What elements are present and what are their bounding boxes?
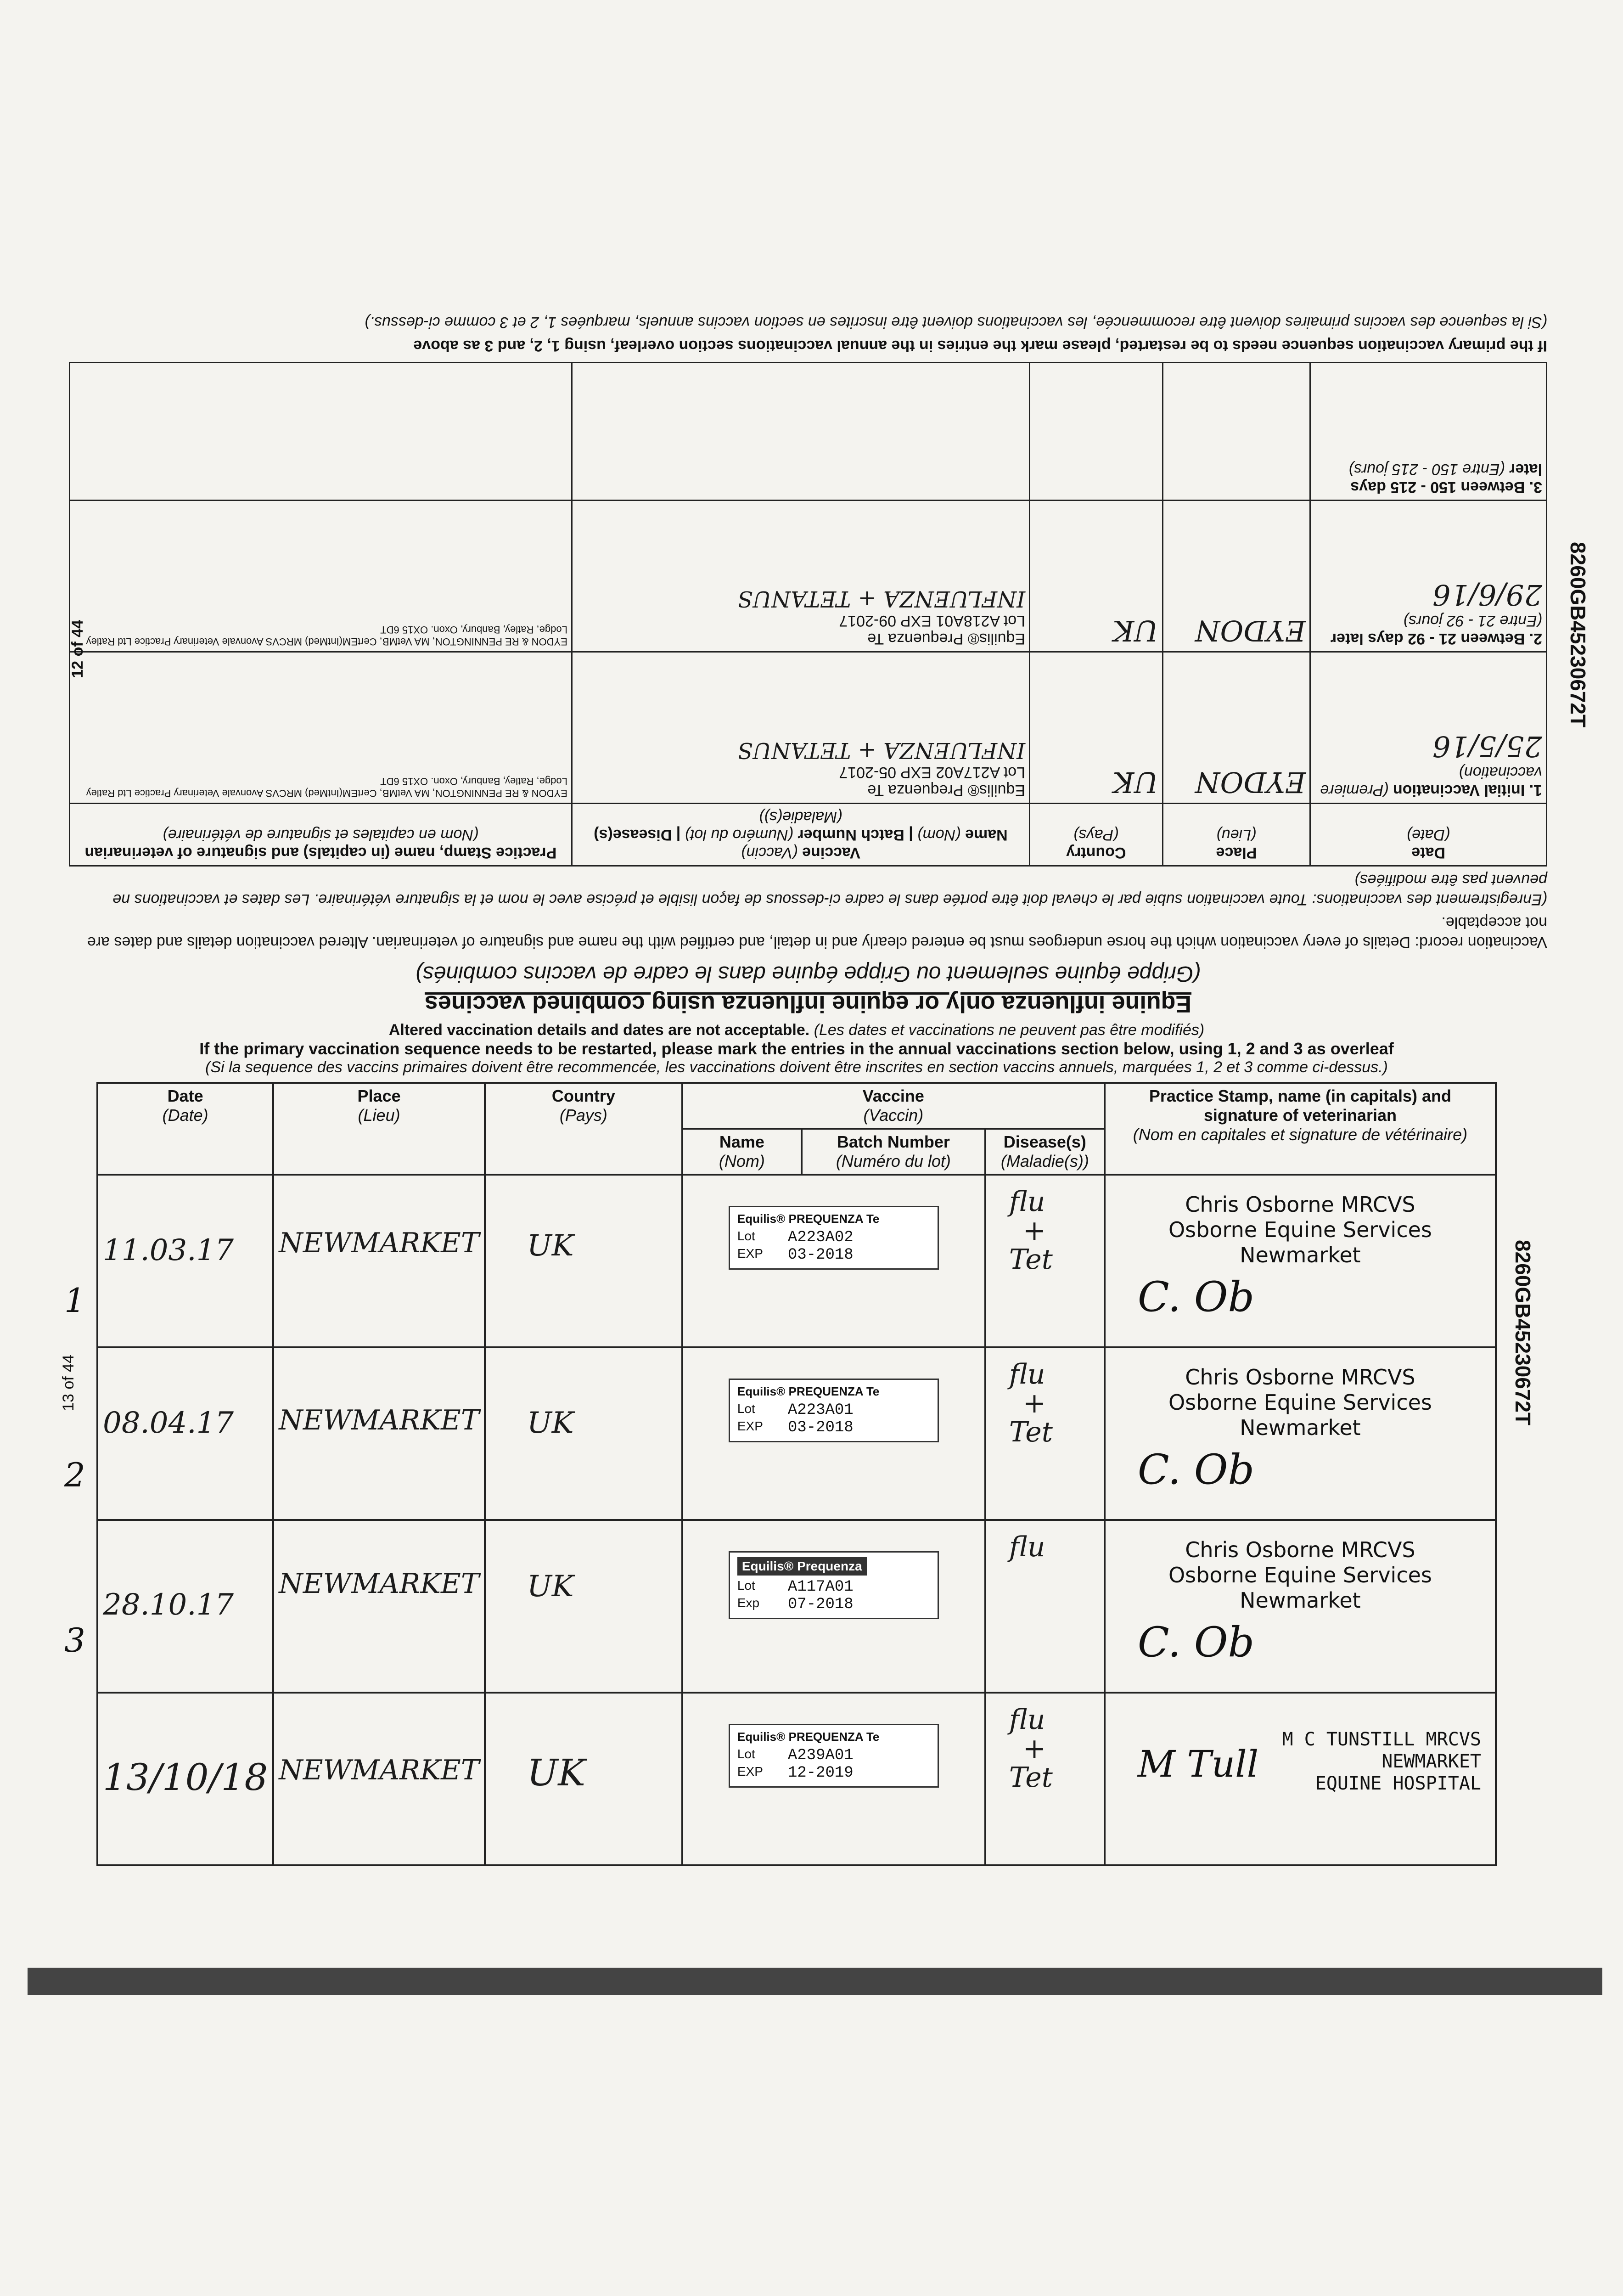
- vaccination-table: [96, 1082, 1497, 1866]
- top-note-en: If the primary vaccination sequence needs to be restarted, please mark the entries in the annual vaccinations section overleaf, using 1, 2, and 3 as above: [413, 337, 1547, 355]
- vet-signature: M Tull: [1137, 1742, 1259, 1785]
- top-section-title: Equine influenza only or equine influenza using combined vaccines: [424, 990, 1192, 1017]
- vet-stamp: Chris Osborne MRCVS Osborne Equine Services Newmarket: [1168, 1537, 1432, 1613]
- vaccination-disease: flu + Tet: [1009, 1186, 1053, 1276]
- vaccination-country: UK: [527, 1751, 586, 1794]
- top-vaccination-table: Date (Date) Place (Lieu) Country (Pays) Vaccine (Vaccin) Name (Nom) | Batch Number (Numéro du lot) | Disease(s) (Maladie(s)) Practice Stamp, name (in capitals) and signature of veterinarian (Nom en capitales et signature de vétérinaire) 1. Initial Vaccination (Premiere vaccination) 25/5/16 EYDON UK Equilis® Prequenza Te Lot A217A02 EXP 05-2017 INFLUENZA + TETANUS EYDON & RE PENNINGTON, MA VetMB, CertEM(IntMed) MRCVS Avonvale Veterinary Practice Ltd Ratley Lodge, Ratley, Banbury, Oxon. OX15 6DT 2. Between 21 - 92 days later (Entre 21 - 92 jours) 29/6/16 EYDON UK Equilis® Prequenza Te Lot A218A01 EXP 09-2017 INFLUENZA + TETANUS EYDON & RE PENNINGTON, MA VetMB, CertEM(IntMed) MRCVS Avonvale Veterinary Practice Ltd Ratley Lodge, Ratley, Banbury, Oxon. OX15 6DT 3. Between 150 - 215 days later (Entre 150 - 215 jours): [69, 362, 1547, 867]
- table-row: [97, 1520, 1496, 1693]
- vaccination-place: NEWMARKET: [279, 1754, 479, 1786]
- top-record-fr: (Enregistrement des vaccinations: Toute vaccination subie par le cheval doit être portée dans le cadre ci-dessous de façon lisible et précise avec le nom et la signature vétérinaire. Les dates et vaccinations ne peuvent pas être modifiées): [112, 871, 1547, 908]
- previous-page-upside-down: [69, 73, 1547, 1017]
- vet-stamp: M C TUNSTILL MRCVS NEWMARKET EQUINE HOSPITAL: [1282, 1729, 1481, 1794]
- top-side-code: 8260GB45230672T: [1566, 542, 1590, 728]
- scan-edge-bar: [28, 1968, 1602, 1995]
- vaccine-sticker: Equilis® PREQUENZA Te Lot A223A01 EXP 03-2018: [729, 1379, 939, 1442]
- table-row: [97, 1175, 1496, 1347]
- top-row-3: 3. Between 150 - 215 days later (Entre 150 - 215 jours): [70, 363, 1547, 501]
- sequence-number-3: 3: [64, 1621, 85, 1660]
- vaccination-date: 08.04.17: [103, 1406, 234, 1440]
- sequence-number-1: 1: [64, 1281, 85, 1320]
- table-row: [97, 1693, 1496, 1865]
- vaccination-date: 11.03.17: [103, 1233, 234, 1267]
- top-page-number: 12 of 44: [69, 620, 86, 678]
- vet-stamp: Chris Osborne MRCVS Osborne Equine Services Newmarket: [1168, 1365, 1432, 1441]
- vaccination-date: 13/10/18: [103, 1756, 268, 1799]
- subheader-row: Name (Nom) Batch Number (Numéro du lot) Disease(s) (Maladie(s)): [97, 1129, 1496, 1175]
- header-row: Date (Date) Place (Lieu) Country (Pays) Vaccine (Vaccin) Practice Stamp, name (in capitals) and signature of veterinarian (Nom en capitales et signature de vétérinaire): [97, 1083, 1496, 1129]
- top-row-1: 1. Initial Vaccination (Premiere vaccination) 25/5/16 EYDON UK Equilis® Prequenza Te Lot A217A02 EXP 05-2017 INFLUENZA + TETANUS EYDON & RE PENNINGTON, MA VetMB, CertEM(IntMed) MRCVS Avonvale Veterinary Practice Ltd Ratley Lodge, Ratley, Banbury, Oxon. OX15 6DT: [70, 652, 1547, 804]
- table-row: [97, 1347, 1496, 1520]
- vaccination-country: UK: [527, 1406, 574, 1440]
- main-side-code: 8260GB45230672T: [1511, 1240, 1535, 1426]
- vaccination-page: [96, 1010, 1497, 1866]
- top-record-en: Vaccination record: Details of every vaccination which the horse undergoes must be entered clearly and in detail, and certified with the name and signature of veterinarian. Altered vaccination details and dates are not acceptable.: [87, 914, 1547, 951]
- main-page-number: 13 of 44: [60, 1355, 77, 1411]
- vet-stamp: Chris Osborne MRCVS Osborne Equine Services Newmarket: [1168, 1192, 1432, 1268]
- vet-signature: C. Ob: [1137, 1272, 1255, 1321]
- vaccination-place: NEWMARKET: [279, 1404, 479, 1436]
- top-note-fr: (Si la sequence des vaccins primaires doivent être recommencée, les vaccinations doivent être inscrites en section vaccins annuels, marquées 1, 2 et 3 comme ci-dessus.): [365, 314, 1547, 331]
- vaccination-place: NEWMARKET: [279, 1227, 479, 1259]
- vaccine-sticker: Equilis® Prequenza Lot A117A01 Exp 07-2018: [729, 1551, 939, 1619]
- vaccine-sticker: Equilis® PREQUENZA Te Lot A223A02 EXP 03-2018: [729, 1206, 939, 1270]
- vet-signature: C. Ob: [1137, 1445, 1255, 1494]
- vaccination-country: UK: [527, 1229, 574, 1263]
- vaccination-date: 28.10.17: [103, 1588, 234, 1622]
- top-section-title-fr: (Grippe équine seulement ou Grippe équine dans le cadre de vaccins combinés): [415, 962, 1201, 986]
- altered-notice: Altered vaccination details and dates are not acceptable. (Les dates et vaccinations ne peuvent pas être modifiés): [388, 1021, 1205, 1039]
- vaccination-disease: flu + Tet: [1009, 1358, 1053, 1448]
- vaccination-country: UK: [527, 1570, 574, 1604]
- sequence-number-2: 2: [64, 1456, 85, 1494]
- vet-signature: C. Ob: [1137, 1618, 1255, 1666]
- vaccine-sticker: Equilis® PREQUENZA Te Lot A239A01 EXP 12-2019: [729, 1724, 939, 1788]
- restart-notice: If the primary vaccination sequence needs to be restarted, please mark the entries in the annual vaccinations section below, using 1, 2 and 3 as overleaf: [199, 1039, 1394, 1058]
- vaccination-disease: flu + Tet: [1009, 1704, 1053, 1794]
- vaccination-disease: flu: [1009, 1531, 1045, 1563]
- vaccination-place: NEWMARKET: [279, 1568, 479, 1600]
- top-row-2: 2. Between 21 - 92 days later (Entre 21 - 92 jours) 29/6/16 EYDON UK Equilis® Prequenza Te Lot A218A01 EXP 09-2017 INFLUENZA + TETANUS EYDON & RE PENNINGTON, MA VetMB, CertEM(IntMed) MRCVS Avonvale Veterinary Practice Ltd Ratley Lodge, Ratley, Banbury, Oxon. OX15 6DT: [70, 501, 1547, 652]
- restart-notice-fr: (Si la sequence des vaccins primaires doivent être recommencée, les vaccinations doivent être inscrites en section vaccins annuels, marquées 1, 2 et 3 comme ci-dessus.): [205, 1058, 1388, 1076]
